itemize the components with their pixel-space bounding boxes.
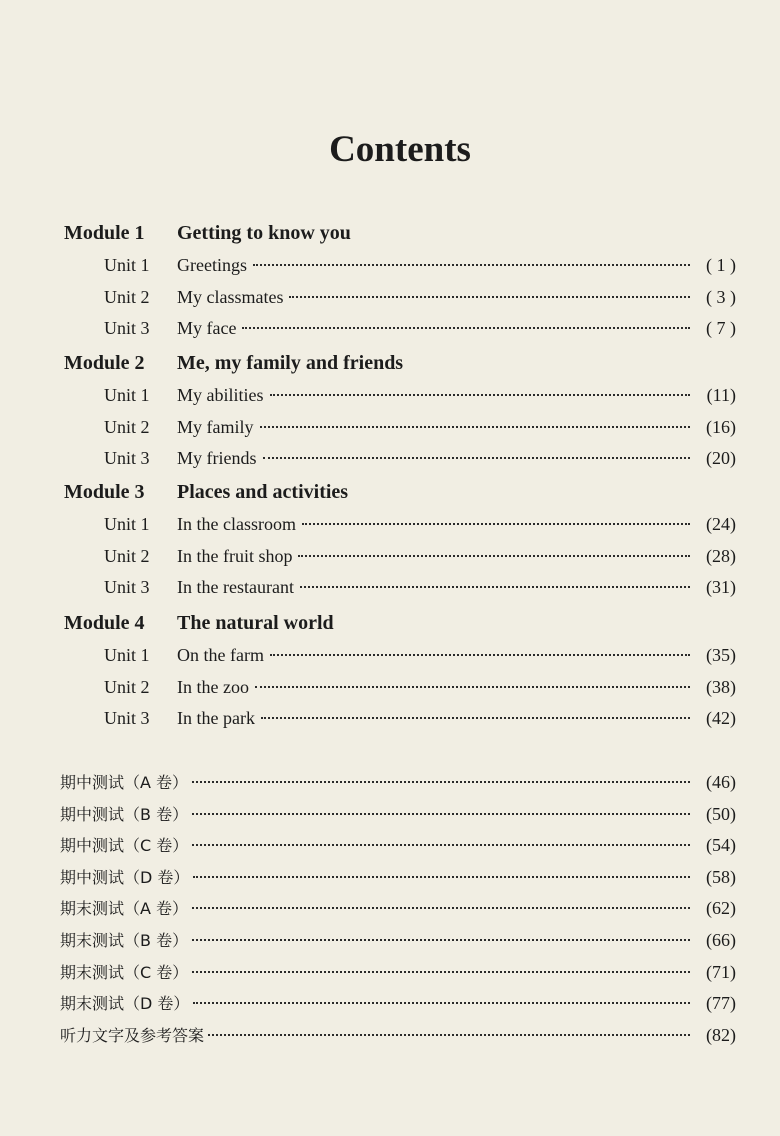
page-number: (11)	[706, 385, 736, 405]
unit-title: My classmates	[177, 286, 284, 307]
test-title: 期末测试（A 卷）	[60, 899, 189, 919]
toc-entry[interactable]	[60, 865, 736, 891]
unit-label: Unit 2	[104, 545, 150, 566]
page-number: (71)	[706, 961, 736, 982]
module-number: Module 4	[64, 612, 145, 634]
page-number: (77)	[706, 993, 736, 1014]
module-heading	[64, 481, 348, 504]
test-title: 期末测试（B 卷）	[60, 931, 189, 950]
test-title: 期末测试（C 卷）	[60, 962, 189, 982]
toc-entry[interactable]	[104, 385, 736, 411]
toc-entry[interactable]	[104, 448, 736, 474]
module-name: The natural world	[177, 612, 334, 634]
toc-entry[interactable]	[104, 287, 736, 313]
page-number: (28)	[706, 545, 736, 566]
module-heading	[64, 222, 351, 245]
page-number: (38)	[706, 676, 736, 697]
dot-leader	[192, 813, 690, 815]
unit-title: In the park	[177, 708, 255, 728]
toc-entry[interactable]	[104, 645, 736, 671]
unit-label: Unit 2	[104, 676, 150, 697]
unit-label: Unit 3	[104, 708, 150, 728]
test-title: 听力文字及参考答案	[60, 1025, 205, 1045]
page-number: (58)	[706, 866, 736, 887]
dot-leader	[193, 876, 690, 878]
dot-leader	[253, 264, 690, 266]
page-number: (82)	[706, 1024, 736, 1045]
module-heading	[64, 612, 334, 635]
module-name: Me, my family and friends	[177, 352, 404, 374]
toc-entry[interactable]	[60, 833, 736, 859]
page-number: (24)	[706, 514, 736, 534]
unit-label: Unit 3	[104, 448, 150, 468]
page-number: (16)	[706, 416, 736, 437]
unit-label: Unit 1	[104, 255, 150, 275]
unit-title: My face	[177, 318, 237, 338]
toc-entry[interactable]	[60, 960, 736, 986]
page-number: (31)	[706, 577, 736, 597]
dot-leader	[260, 426, 691, 428]
dot-leader	[300, 586, 690, 588]
test-title: 期中测试（C 卷）	[60, 836, 189, 856]
dot-leader	[298, 555, 690, 557]
module-number: Module 1	[64, 222, 145, 244]
dot-leader	[192, 844, 690, 846]
unit-title: In the restaurant	[177, 577, 294, 597]
toc-entry[interactable]	[60, 928, 736, 954]
unit-title: My family	[177, 416, 254, 437]
toc-entry[interactable]	[60, 896, 736, 922]
module-number: Module 2	[64, 352, 145, 374]
unit-title: In the classroom	[177, 514, 296, 534]
unit-label: Unit 1	[104, 645, 150, 665]
dot-leader	[270, 654, 690, 656]
dot-leader	[270, 394, 691, 396]
module-heading	[64, 352, 403, 375]
dot-leader	[261, 717, 690, 719]
page-number: ( 7 )	[706, 318, 736, 338]
dot-leader	[192, 971, 690, 973]
unit-label: Unit 3	[104, 577, 150, 597]
toc-entry[interactable]	[104, 708, 736, 734]
module-name: Places and activities	[177, 481, 349, 503]
dot-leader	[192, 939, 690, 941]
dot-leader	[255, 686, 690, 688]
page-number: (20)	[706, 448, 736, 468]
dot-leader	[302, 523, 690, 525]
test-title: 期中测试（B 卷）	[60, 804, 189, 824]
dot-leader	[242, 327, 690, 329]
toc-entry[interactable]	[104, 417, 736, 443]
unit-label: Unit 2	[104, 416, 150, 437]
dot-leader	[208, 1034, 690, 1036]
dot-leader	[192, 781, 690, 783]
test-title: 期末测试（D 卷）	[60, 994, 190, 1014]
unit-title: Greetings	[177, 255, 247, 275]
page-number: (62)	[706, 898, 736, 919]
page-number: (35)	[706, 645, 736, 665]
unit-title: On the farm	[177, 645, 264, 665]
toc-entry[interactable]	[104, 546, 736, 572]
page-number: (42)	[706, 708, 736, 728]
unit-label: Unit 2	[104, 286, 150, 307]
page-number: (54)	[706, 835, 736, 856]
toc-entry[interactable]	[60, 802, 736, 828]
unit-label: Unit 1	[104, 385, 150, 405]
page-number: (66)	[706, 930, 736, 950]
unit-title: In the zoo	[177, 676, 249, 697]
unit-label: Unit 3	[104, 318, 150, 338]
toc-entry[interactable]	[104, 255, 736, 281]
module-name: Getting to know you	[177, 222, 351, 244]
toc-entry[interactable]	[60, 1023, 736, 1049]
page-number: (46)	[706, 772, 736, 792]
unit-title: In the fruit shop	[177, 545, 293, 566]
toc-entry[interactable]	[104, 577, 736, 603]
page-number: ( 3 )	[706, 286, 736, 307]
page-number: (50)	[706, 803, 736, 824]
page-title: Contents	[329, 129, 471, 170]
test-title: 期中测试（A 卷）	[60, 773, 189, 792]
toc-entry[interactable]	[60, 770, 736, 796]
unit-title: My abilities	[177, 385, 264, 405]
module-number: Module 3	[64, 481, 145, 503]
test-title: 期中测试（D 卷）	[60, 867, 190, 887]
toc-entry[interactable]	[104, 514, 736, 540]
page-number: ( 1 )	[706, 255, 736, 275]
unit-title: My friends	[177, 448, 257, 468]
dot-leader	[192, 907, 690, 909]
toc-entry[interactable]	[104, 677, 736, 703]
toc-entry[interactable]	[104, 318, 736, 344]
unit-label: Unit 1	[104, 514, 150, 534]
dot-leader	[193, 1002, 690, 1004]
dot-leader	[263, 457, 691, 459]
toc-entry[interactable]	[60, 991, 736, 1017]
dot-leader	[289, 296, 690, 298]
